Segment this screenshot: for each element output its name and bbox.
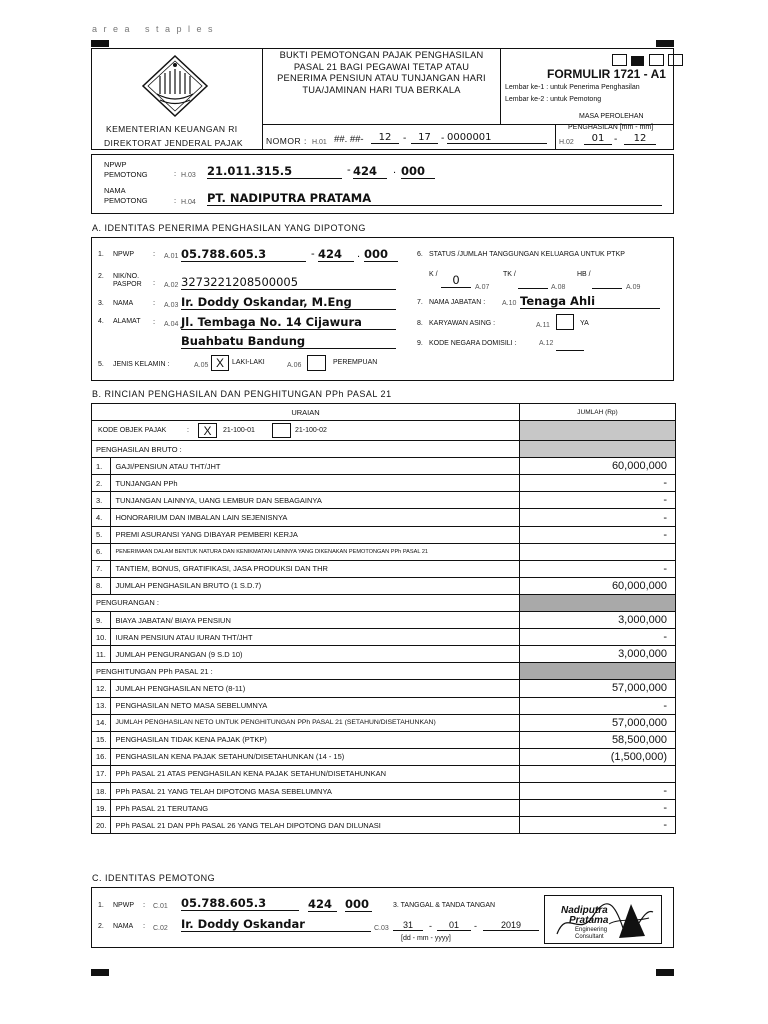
stamp-text-1: Nadiputra (561, 905, 608, 916)
income-table (91, 403, 676, 834)
row-number: 9. (92, 612, 111, 629)
form-number: FORMULIR 1721 - A1 (547, 67, 666, 81)
pemotong-c-nama: Ir. Doddy Oskandar (181, 917, 371, 932)
row-amount: - (520, 817, 676, 834)
table-row (92, 765, 676, 782)
kode-21-100-02-checkbox[interactable] (272, 423, 291, 438)
row-number: 18. (92, 782, 111, 799)
masa-perolehan-format: PENGHASILAN [mm - mm] (568, 124, 654, 131)
date-format-hint: [dd - mm - yyyy] (401, 935, 451, 942)
signature-box (544, 895, 662, 944)
row-label: GAJI/PENSIUN ATAU THT/JHT (111, 458, 520, 475)
pemotong-nama: PT. NADIPUTRA PRATAMA (207, 191, 662, 206)
row-label: HONORARIUM DAN IMBALAN LAIN SEJENISNYA (111, 509, 520, 526)
row-label: IURAN PENSIUN ATAU IURAN THT/JHT (111, 629, 520, 646)
penerima-nama: Ir. Doddy Oskandar, M.Eng (181, 295, 396, 310)
stamp-text-3: Engineering (575, 927, 608, 933)
tanggal-yyyy: 2019 (483, 920, 539, 931)
laki-laki-checkbox[interactable]: X (211, 355, 229, 371)
row-label: PPh PASAL 21 YANG TELAH DIPOTONG MASA SEBELUMNYA (111, 782, 520, 799)
pemotong-c-npwp-3: 000 (345, 897, 372, 912)
row-label: JUMLAH PENGHASILAN NETO UNTUK PENGHITUNGAN PPh PASAL 21 (SETAHUN/DISETAHUNKAN) (111, 714, 520, 731)
ptkp-tk-value (518, 274, 548, 289)
row-label: PPh PASAL 21 DAN PPh PASAL 26 YANG TELAH DIPOTONG DAN DILUNASI (111, 817, 520, 834)
signature-scribble (549, 898, 659, 942)
stamp-text-2: Pratama (569, 915, 609, 926)
row-label: BIAYA JABATAN/ BIAYA PENSIUN (111, 612, 520, 629)
registration-mark-top-right (656, 40, 674, 47)
table-row (92, 492, 676, 509)
masa-perolehan-label: MASA PEROLEHAN (579, 113, 644, 120)
table-row (92, 748, 676, 765)
row-amount (520, 543, 676, 560)
row-label: PENERIMAAN DALAM BENTUK NATURA DAN KENIKMATAN LAINNYA YANG DIKENAKAN PEMOTONGAN PPh PASAL 21 (111, 543, 520, 560)
row-number: 13. (92, 697, 111, 714)
row-number: 15. (92, 731, 111, 748)
penerima-jabatan: Tenaga Ahli (520, 294, 660, 309)
row-label: PPh PASAL 21 TERUTANG (111, 800, 520, 817)
tanggal-mm: 01 (437, 920, 471, 931)
nomor-label: NOMOR : (266, 136, 307, 146)
row-amount: - (520, 526, 676, 543)
nomor-part-1: 12 (371, 132, 399, 144)
kode-21-100-01-checkbox[interactable]: X (198, 423, 217, 438)
section-c-title: C. IDENTITAS PEMOTONG (92, 873, 216, 883)
row-label: JUMLAH PENGHASILAN NETO (8-11) (111, 680, 520, 697)
row-label: PENGHASILAN NETO MASA SEBELUMNYA (111, 697, 520, 714)
ptkp-k-value: 0 (441, 273, 471, 288)
row-label: TANTIEM, BONUS, GRATIFIKASI, JASA PRODUKSI DAN THR (111, 560, 520, 577)
row-number: 4. (92, 509, 111, 526)
row-amount: - (520, 800, 676, 817)
registration-mark-top-left (91, 40, 109, 47)
table-row (92, 526, 676, 543)
table-row (92, 817, 676, 834)
penghitungan-header-row (92, 663, 676, 680)
masa-to: 12 (624, 133, 656, 145)
pemotong-npwp-3: 000 (401, 164, 435, 179)
table-row (92, 458, 676, 475)
pengurangan-header-row (92, 594, 676, 611)
perempuan-checkbox[interactable] (307, 355, 326, 371)
row-number: 1. (92, 458, 111, 475)
penerima-nik: 3273221208500005 (181, 275, 396, 290)
bruto-header-row-label: PENGHASILAN BRUTO : (92, 441, 520, 458)
row-number: 7. (92, 560, 111, 577)
row-amount: 3,000,000 (520, 646, 676, 663)
ministry-logo (140, 54, 210, 118)
row-label: PPh PASAL 21 ATAS PENGHASILAN KENA PAJAK SETAHUN/DISETAHUNKAN (111, 765, 520, 782)
nomor-prefix: ##. ##- (334, 134, 364, 145)
table-row (92, 680, 676, 697)
row-label: JUMLAH PENGURANGAN (9 S.D 10) (111, 646, 520, 663)
penerima-npwp-1: 05.788.605.3 (181, 247, 306, 262)
row-amount: - (520, 629, 676, 646)
area-staples-label: a r e a s t a p l e s (92, 24, 215, 34)
ministry-name-line-2: DIREKTORAT JENDERAL PAJAK (104, 138, 243, 148)
table-row (92, 560, 676, 577)
row-amount: 60,000,000 (520, 577, 676, 594)
penghitungan-header-row-label: PENGHITUNGAN PPh PASAL 21 : (92, 663, 520, 680)
row-amount: - (520, 475, 676, 492)
pemotong-c-npwp-2: 424 (308, 897, 337, 912)
row-number: 3. (92, 492, 111, 509)
row-number: 16. (92, 748, 111, 765)
row-number: 17. (92, 765, 111, 782)
row-amount: 57,000,000 (520, 680, 676, 697)
table-row (92, 475, 676, 492)
bruto-header-row (92, 441, 676, 458)
row-amount: 3,000,000 (520, 612, 676, 629)
row-number: 8. (92, 577, 111, 594)
row-label: PENGHASILAN TIDAK KENA PAJAK (PTKP) (111, 731, 520, 748)
col-uraian: URAIAN (92, 404, 520, 421)
row-label: JUMLAH PENGHASILAN BRUTO (1 S.D.7) (111, 577, 520, 594)
row-amount: - (520, 560, 676, 577)
table-row (92, 577, 676, 594)
pengurangan-header-row-label: PENGURANGAN : (92, 594, 520, 611)
penerima-alamat-2: Buahbatu Bandung (181, 334, 396, 349)
row-number: 11. (92, 646, 111, 663)
row-amount: - (520, 509, 676, 526)
karyawan-asing-checkbox[interactable] (556, 314, 574, 330)
nomor-part-3: 0000001 (447, 132, 547, 144)
table-row (92, 697, 676, 714)
table-row (92, 509, 676, 526)
registration-mark-bottom-right (656, 969, 674, 976)
kode-negara-value (556, 338, 584, 351)
penerima-alamat-1: Jl. Tembaga No. 14 Cijawura (181, 315, 396, 330)
table-row (92, 782, 676, 799)
sheet-1-note: Lembar ke-1 : untuk Penerima Penghasilan (505, 84, 640, 91)
table-row (92, 612, 676, 629)
masa-from: 01 (584, 133, 612, 145)
section-a-title: A. IDENTITAS PENERIMA PENGHASILAN YANG DIPOTONG (92, 223, 366, 233)
row-number: 12. (92, 680, 111, 697)
table-header-row (92, 404, 676, 421)
table-row (92, 800, 676, 817)
penerima-npwp-3: 000 (364, 247, 398, 262)
row-number: 19. (92, 800, 111, 817)
row-label: PREMI ASURANSI YANG DIBAYAR PEMBERI KERJA (111, 526, 520, 543)
row-amount: 60,000,000 (520, 458, 676, 475)
row-amount (520, 765, 676, 782)
table-row (92, 646, 676, 663)
pemotong-c-npwp-1: 05.788.605.3 (181, 896, 299, 911)
row-amount: (1,500,000) (520, 748, 676, 765)
table-row (92, 629, 676, 646)
row-label: TUNJANGAN LAINNYA, UANG LEMBUR DAN SEBAGAINYA (111, 492, 520, 509)
row-number: 20. (92, 817, 111, 834)
status-ptkp-label: STATUS /JUMLAH TANGGUNGAN KELUARGA UNTUK PTKP (429, 251, 625, 258)
tanggal-tanda-tangan-label: 3. TANGGAL & TANDA TANGAN (393, 902, 496, 909)
row-number: 5. (92, 526, 111, 543)
table-row (92, 731, 676, 748)
row-amount: 58,500,000 (520, 731, 676, 748)
row-amount: - (520, 782, 676, 799)
row-number: 2. (92, 475, 111, 492)
ptkp-hb-value (592, 274, 622, 289)
nomor-part-2: 17 (411, 132, 438, 144)
stamp-text-4: Consultant (575, 934, 604, 940)
section-b-title: B. RINCIAN PENGHASILAN DAN PENGHITUNGAN PPh PASAL 21 (92, 389, 392, 399)
row-number: 6. (92, 543, 111, 560)
row-label: TUNJANGAN PPh (111, 475, 520, 492)
kode-objek-row: KODE OBJEK PAJAK : X 21-100-01 21-100-02 (92, 421, 676, 441)
table-row (92, 543, 676, 560)
registration-mark-bottom-left (91, 969, 109, 976)
col-jumlah: JUMLAH (Rp) (520, 404, 676, 421)
tanggal-dd: 31 (393, 920, 423, 931)
sheet-2-note: Lembar ke-2 : untuk Pemotong (505, 96, 602, 103)
row-number: 10. (92, 629, 111, 646)
penerima-npwp-2: 424 (318, 247, 354, 262)
table-row (92, 714, 676, 731)
row-amount: 57,000,000 (520, 714, 676, 731)
ministry-name-line-1: KEMENTERIAN KEUANGAN RI (106, 124, 238, 134)
pemotong-npwp-1: 21.011.315.5 (207, 164, 342, 179)
form-title: BUKTI PEMOTONGAN PAJAK PENGHASILAN PASAL 21 BAGI PEGAWAI TETAP ATAU PENERIMA PENSIUN ATAU TUNJANGAN HARI TUA/JAMINAN HARI TUA BERKALA (277, 50, 486, 95)
row-amount: - (520, 697, 676, 714)
row-number: 14. (92, 714, 111, 731)
pemotong-npwp-2: 424 (353, 164, 387, 179)
row-label: PENGHASILAN KENA PAJAK SETAHUN/DISETAHUNKAN (14 - 15) (111, 748, 520, 765)
row-amount: - (520, 492, 676, 509)
